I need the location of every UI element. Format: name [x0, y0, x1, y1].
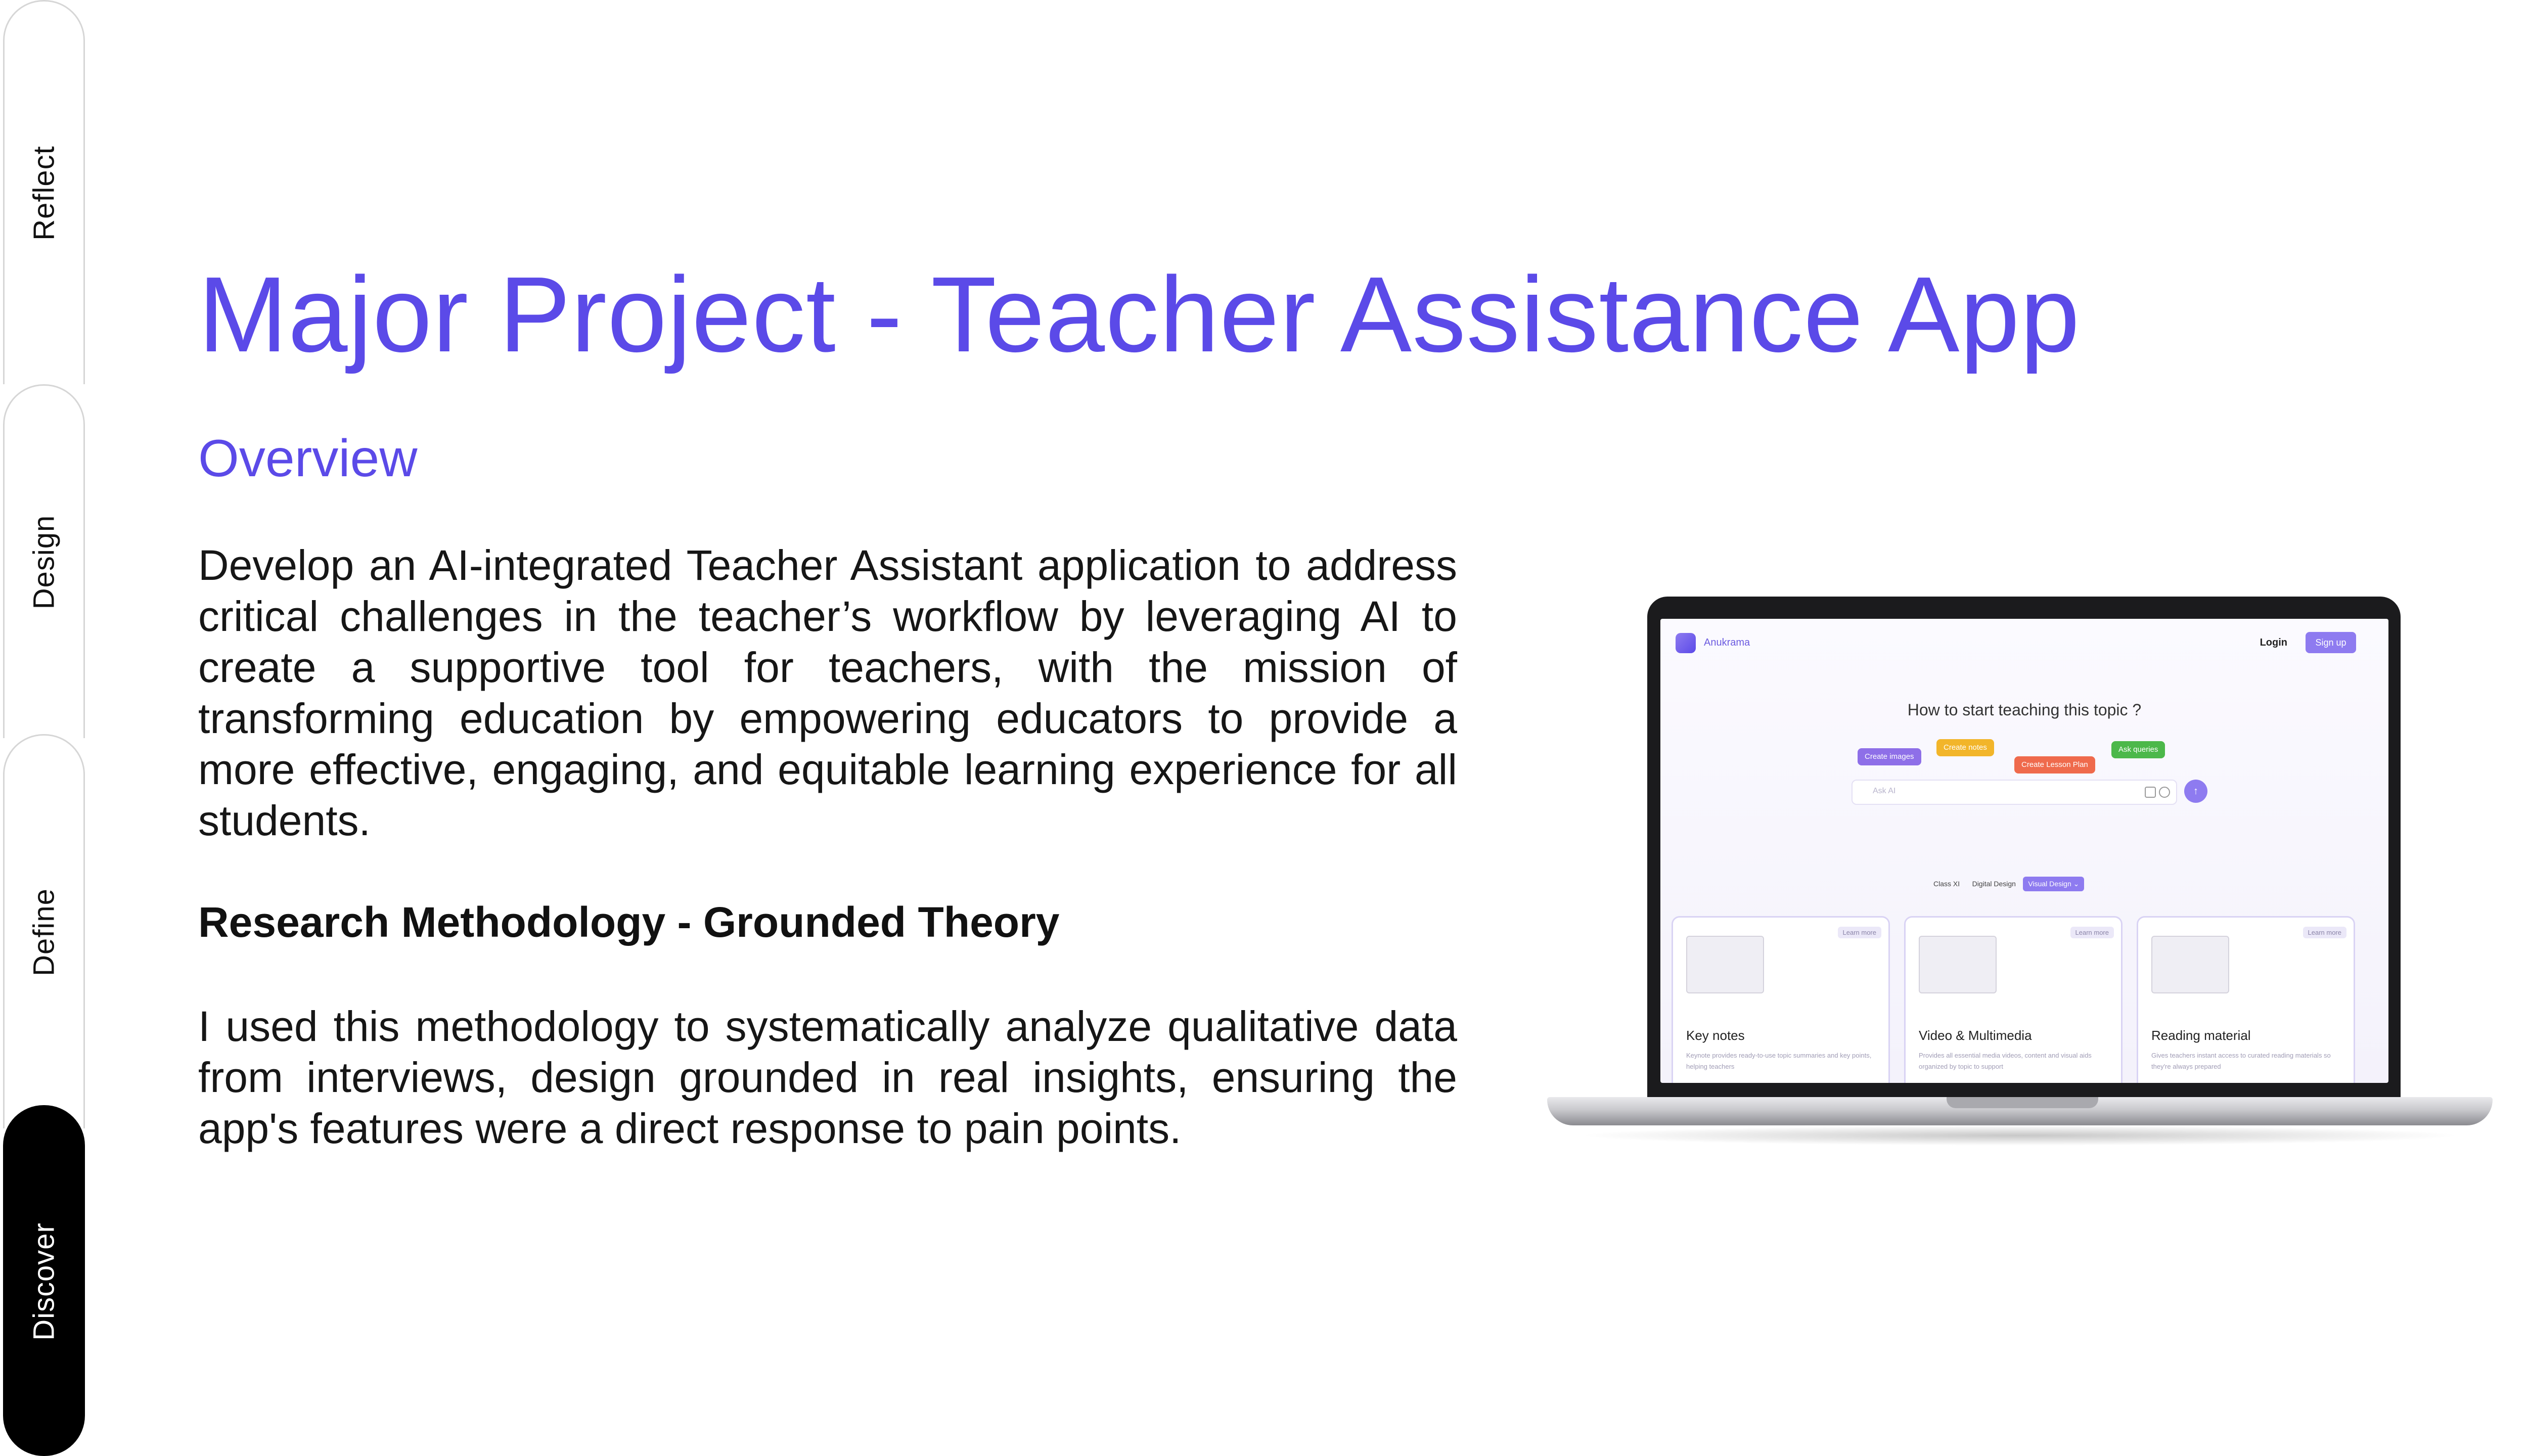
- mockup-learn-more-button: Learn more: [1838, 927, 1881, 938]
- mockup-card-title: Key notes: [1686, 1028, 1745, 1043]
- mockup-learn-more-button: Learn more: [2070, 927, 2114, 938]
- mockup-signup-button: Sign up: [2306, 632, 2356, 653]
- mockup-login-link: Login: [2260, 637, 2287, 648]
- tab-discover[interactable]: [3, 1105, 85, 1456]
- mockup-filter-class: Class XI: [1933, 880, 1960, 888]
- laptop-mockup: [1547, 597, 2493, 1163]
- tab-discover-label: Discover: [27, 1222, 61, 1341]
- mockup-card-description: Gives teachers instant access to curated reading materials so they're always prepared: [2151, 1052, 2331, 1070]
- mockup-chip-lesson-plan: Create Lesson Plan: [2014, 756, 2095, 774]
- mockup-attach-icon: [2145, 787, 2156, 798]
- mockup-chip-create-notes: Create notes: [1936, 739, 1994, 756]
- mockup-card-reading: [2137, 916, 2355, 1083]
- mockup-navbar: [1676, 629, 2373, 659]
- tab-design[interactable]: [3, 384, 85, 738]
- laptop-screen: [1660, 619, 2388, 1083]
- page-title: Major Project - Teacher Assistance App: [198, 254, 2081, 374]
- mockup-filter-subject: Digital Design: [1972, 880, 2016, 888]
- mockup-question: How to start teaching this topic ?: [1907, 701, 2142, 719]
- tab-reflect[interactable]: [3, 0, 85, 384]
- mockup-send-icon: ↑: [2184, 780, 2207, 803]
- mockup-chip-create-images: Create images: [1858, 748, 1921, 765]
- mockup-card-title: Video & Multimedia: [1919, 1028, 2032, 1043]
- mockup-brand: Anukrama: [1704, 637, 1750, 648]
- laptop-notch: [1947, 1097, 2098, 1108]
- tab-reflect-label: Reflect: [27, 145, 61, 241]
- tab-define[interactable]: [3, 734, 85, 1128]
- mockup-chip-ask-queries: Ask queries: [2111, 741, 2165, 758]
- video-illustration-icon: [1919, 936, 1997, 993]
- laptop-shadow: [1577, 1125, 2462, 1146]
- notes-illustration-icon: [1686, 936, 1764, 993]
- mockup-filters: [1928, 877, 2084, 895]
- tab-design-label: Design: [27, 515, 61, 609]
- section-title-overview: Overview: [198, 429, 418, 488]
- mockup-card-key-notes: [1672, 916, 1890, 1083]
- overview-paragraph: Develop an AI-integrated Teacher Assistant application to address critical challenges in the teacher’s workflow by leveraging AI to create a supportive tool for teachers, with the mission of transforming education by empowering educators to provide a more effective, engaging, and equitable learning experience for all students.: [198, 541, 1457, 844]
- mockup-card-description: Provides all essential media videos, content and visual aids organized by topic to support: [1919, 1052, 2092, 1070]
- mockup-globe-icon: [2159, 787, 2170, 798]
- mockup-logo-icon: [1676, 633, 1696, 653]
- book-illustration-icon: [2151, 936, 2229, 993]
- mockup-card-video: [1904, 916, 2123, 1083]
- mockup-ask-placeholder: Ask AI: [1873, 787, 1896, 795]
- mockup-card-title: Reading material: [2151, 1028, 2251, 1043]
- mockup-learn-more-button: Learn more: [2303, 927, 2346, 938]
- tab-define-label: Define: [27, 888, 61, 976]
- methodology-heading: Research Methodology - Grounded Theory: [198, 898, 1060, 946]
- mockup-filter-topic: Visual Design ⌄: [2023, 877, 2084, 891]
- methodology-paragraph: I used this methodology to systematically analyze qualitative data from interviews, design grounded in real insights, ensuring the app's features were a direct response to pain points.: [198, 1003, 1457, 1152]
- mockup-card-description: Keynote provides ready-to-use topic summaries and key points, helping teachers: [1686, 1052, 1872, 1070]
- mockup-ask-input: [1852, 780, 2177, 805]
